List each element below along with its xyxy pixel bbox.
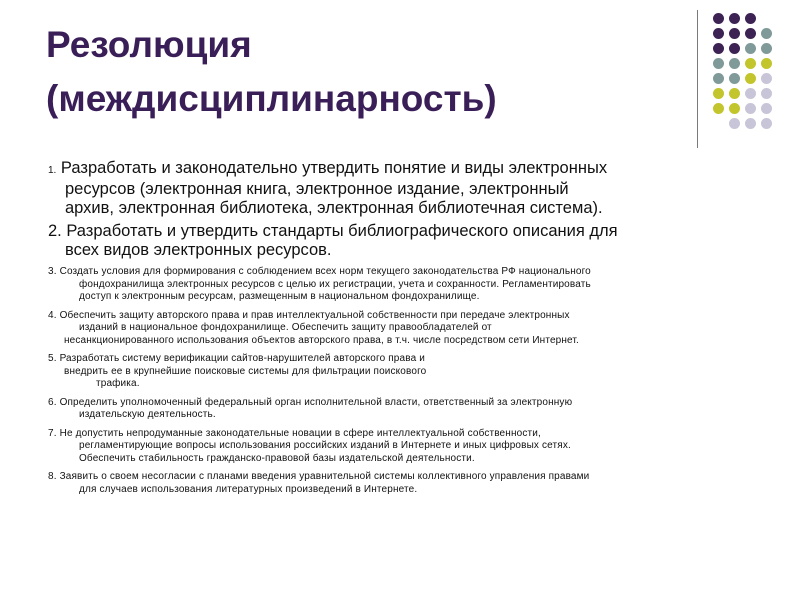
decorative-dot	[745, 103, 756, 114]
decorative-dot	[761, 103, 772, 114]
list-item-3	[48, 266, 768, 304]
decorative-dot	[761, 88, 772, 99]
item-6-line-1: 6. Определить уполномоченный федеральный орган исполнительной власти, ответственный за электронную	[48, 396, 573, 408]
divider-line	[697, 10, 698, 148]
decorative-dot	[713, 88, 724, 99]
decorative-dot	[713, 58, 724, 69]
list-item-2	[48, 222, 768, 260]
decorative-dot	[713, 73, 724, 84]
item-5-line-1: 5. Разработать систему верификации сайтов-нарушителей авторского права и	[48, 353, 425, 364]
item-7-line-1: 7. Не допустить непродуманные законодательные новации в сфере интеллектуальной собственности,	[48, 427, 541, 439]
slide-title	[46, 18, 646, 126]
decorative-dot	[745, 58, 756, 69]
decorative-dot	[761, 118, 772, 129]
list-item-5	[48, 353, 768, 391]
resolution-list	[48, 159, 768, 496]
decorative-dot	[713, 28, 724, 39]
title-line-2: (междисциплинарность)	[46, 78, 497, 119]
title-line-1: Резолюция	[46, 24, 252, 65]
item-1-line-2: ресурсов (электронная книга, электронное издание, электронный	[65, 180, 569, 198]
decorative-dot	[761, 73, 772, 84]
item-5-line-3: трафика.	[96, 378, 140, 389]
decorative-dot	[761, 58, 772, 69]
item-7-line-3: Обеспечить стабильность гражданско-правовой базы издательской деятельности.	[79, 452, 475, 464]
decorative-dot	[745, 28, 756, 39]
decorative-dot	[729, 13, 740, 24]
item-4-line-1: 4. Обеспечить защиту авторского права и прав интеллектуальной собственности при передаче электронных	[48, 309, 570, 321]
item-1-text: Разработать и законодательно утвердить понятие и виды электронных	[56, 159, 608, 177]
item-3-line-1: 3. Создать условия для формирования с соблюдением всех норм текущего законодательства РФ национального	[48, 266, 591, 277]
list-item-4	[48, 310, 768, 348]
item-4-line-2: изданий в национальное фондохранилище. Обеспечить защиту правообладателей от	[79, 322, 492, 333]
item-1-number: 1.	[48, 165, 57, 176]
decorative-dot	[713, 43, 724, 54]
item-1-line-3: архив, электронная библиотека, электронная библиотечная система).	[65, 199, 603, 217]
decorative-dot	[729, 88, 740, 99]
decorative-dot	[745, 118, 756, 129]
item-2-line-1: 2. Разработать и утвердить стандарты библиографического описания для	[48, 222, 618, 240]
item-4-line-3: несанкционированного использования объектов авторского права, в т.ч. числе посредством сети Интернет.	[64, 334, 579, 346]
item-6-line-2: издательскую деятельность.	[79, 409, 216, 420]
item-8-line-2: для случаев использования литературных произведений в Интернете.	[79, 483, 418, 495]
decorative-dot	[745, 13, 756, 24]
item-1-line-1	[48, 159, 768, 180]
decorative-dot	[729, 28, 740, 39]
item-3-line-2: фондохранилища электронных ресурсов с целью их регистрации, учета и сохранности. Регламентировать	[79, 278, 591, 290]
decorative-dot	[745, 43, 756, 54]
decorative-dot	[745, 88, 756, 99]
list-item-7	[48, 428, 768, 466]
item-2-line-2: всех видов электронных ресурсов.	[65, 241, 332, 259]
decorative-dot	[713, 13, 724, 24]
decorative-dot	[761, 28, 772, 39]
list-item-8	[48, 471, 768, 496]
decorative-dot	[729, 118, 740, 129]
item-8-line-1: 8. Заявить о своем несогласии с планами введения уравнительной системы коллективного управления правами	[48, 471, 590, 482]
list-item-1	[48, 159, 768, 218]
item-3-line-3: доступ к электронным ресурсам, размещенным в национальном фондохранилище.	[79, 291, 480, 302]
decorative-dot	[729, 43, 740, 54]
decorative-dot	[745, 73, 756, 84]
list-item-6	[48, 397, 768, 422]
decorative-dot	[729, 58, 740, 69]
decorative-dot	[713, 103, 724, 114]
item-7-line-2: регламентирующие вопросы использования российских изданий в Интернете и иных цифровых сетях.	[79, 440, 571, 451]
decorative-dot	[761, 43, 772, 54]
decorative-dot	[729, 73, 740, 84]
decorative-dot	[729, 103, 740, 114]
item-5-line-2: внедрить ее в крупнейшие поисковые системы для фильтрации поискового	[64, 365, 427, 377]
